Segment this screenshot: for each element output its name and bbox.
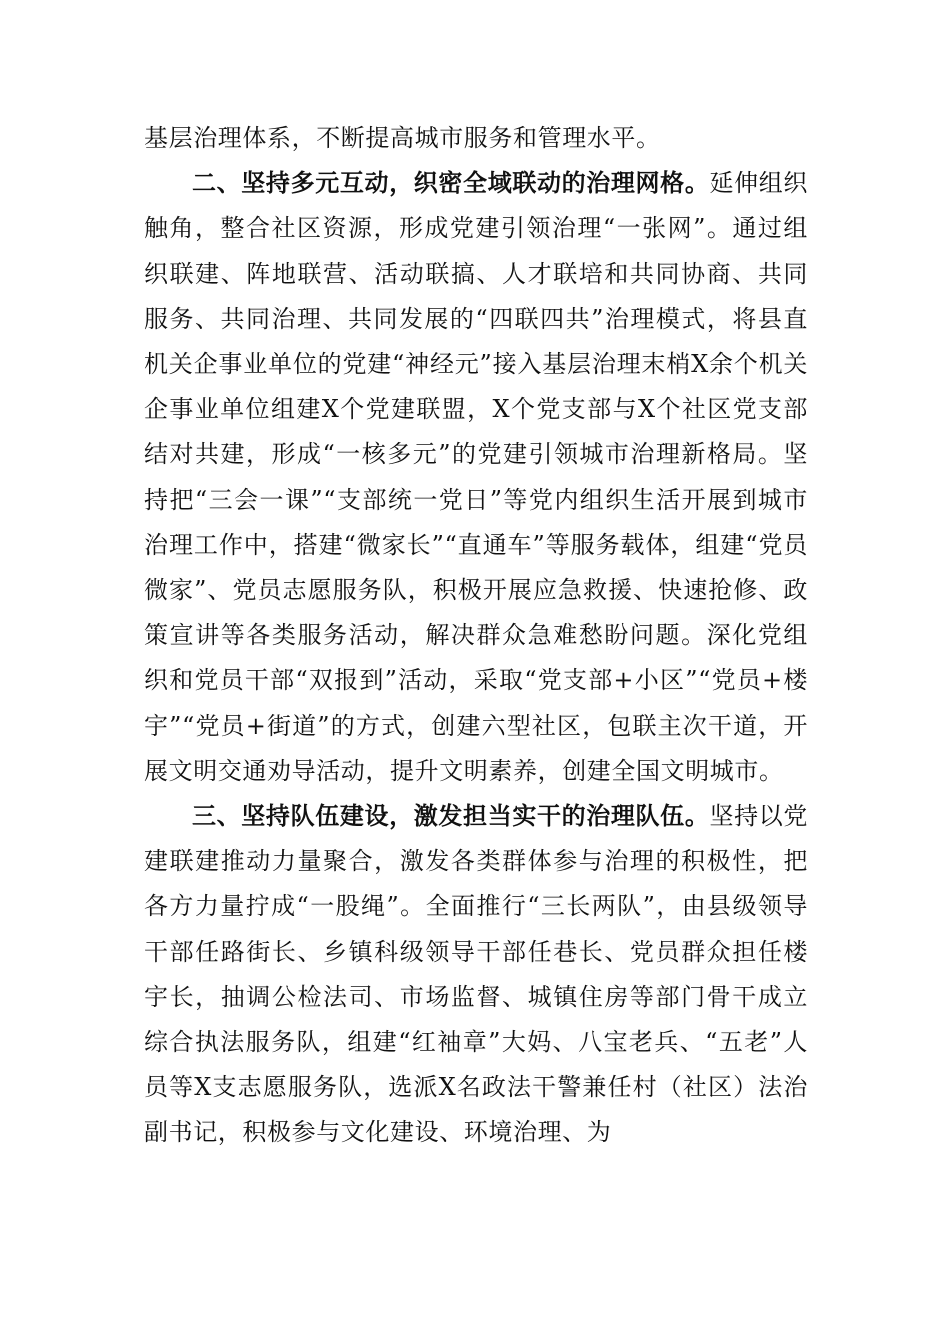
section-heading: 二、坚持多元互动，织密全域联动的治理网格。 [192, 169, 710, 198]
paragraph-text: 延伸组织触角，整合社区资源，形成党建引领治理“一张网”。通过组织联建、阵地联营、活动联搞、人才联培和共同协商、共同服务、共同治理、共同发展的“四联四共”治理模式，将县直机关企事业单位的党建“神经元”接入基层治理末梢X余个机关企事业单位组建X个党建联盟，X个党支部与X个社区党支部结对共建，形成“一核多元”的党建引领城市治理新格局。坚持把“三会一课”“支部统一党日”等党内组织生活开展到城市治理工作中，搭建“微家长”“直通车”等服务载体，组建“党员微家”、党员志愿服务队，积极开展应急救援、快速抢修、政策宣讲等各类服务活动，解决群众急难愁盼问题。深化党组织和党员干部“双报到”活动，采取“党支部+小区”“党员+楼宇”“党员+街道”的方式，创建六型社区，包联主次干道，开展文明交通劝导活动，提升文明素养，创建全国文明城市。 [144, 169, 808, 785]
paragraph-continuation [144, 116, 808, 161]
section-heading: 三、坚持队伍建设，激发担当实干的治理队伍。 [192, 802, 710, 831]
paragraph-text: 坚持以党建联建推动力量聚合，激发各类群体参与治理的积极性，把各方力量拧成“一股绳”。全面推行“三长两队”，由县级领导干部任路街长、乡镇科级领导干部任巷长、党员群众担任楼宇长，抽调公检法司、市场监督、城镇住房等部门骨干成立综合执法服务队，组建“红袖章”大妈、八宝老兵、“五老”人员等X支志愿服务队，选派X名政法干警兼任村（社区）法治副书记，积极参与文化建设、环境治理、为 [144, 802, 808, 1147]
paragraph-text: 基层治理体系，不断提高城市服务和管理水平。 [144, 124, 661, 152]
paragraph-section-two [144, 161, 808, 794]
paragraph-section-three [144, 794, 808, 1156]
document-body [144, 116, 808, 1156]
